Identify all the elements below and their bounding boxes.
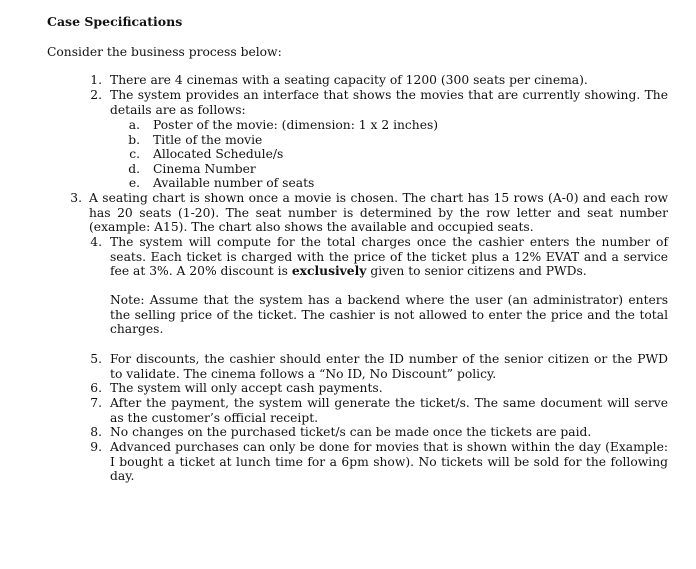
list-item: A seating chart is shown once a movie is chosen. The chart has 15 rows (A-0) and each row has 20 seats (1-20). The seat number is determined by the row letter and seat number (example: A15). The chart also shows the available and occupied seats. bbox=[89, 191, 668, 235]
list-item: The system provides an interface that shows the movies that are currently showing. The details are as follows: bbox=[110, 88, 668, 117]
intro-text: Consider the business process below: bbox=[47, 45, 282, 59]
section-heading: Case Specifications bbox=[47, 14, 183, 29]
item-number: 1. bbox=[90, 73, 102, 87]
item-number: 5. bbox=[90, 352, 102, 366]
list-item: For discounts, the cashier should enter the ID number of the senior citizen or the PWD to validate. The cinema follows a “No ID, No Discount” policy. bbox=[110, 352, 668, 381]
sub-item-letter: d. bbox=[128, 162, 140, 176]
emphasis-text: exclusively bbox=[291, 263, 367, 279]
sub-item: Available number of seats bbox=[153, 176, 315, 190]
sub-item: Poster of the movie: (dimension: 1 x 2 inches) bbox=[153, 118, 439, 132]
item-number: 3. bbox=[70, 191, 82, 205]
item-text: given to senior citizens and PWDs. bbox=[366, 264, 587, 279]
list-item: Advanced purchases can only be done for movies that is shown within the day (Example: I bought a ticket at lunch time for a 6pm show). No tickets will be sold for the following day. bbox=[110, 440, 668, 484]
item-number: 7. bbox=[90, 396, 102, 410]
note-paragraph: Note: Assume that the system has a backend where the user (an administrator) enters the selling price of the ticket. The cashier is not allowed to enter the price and the total charges. bbox=[110, 293, 668, 337]
sub-item: Cinema Number bbox=[153, 162, 256, 176]
item-number: 9. bbox=[90, 440, 102, 454]
item-number: 4. bbox=[90, 235, 102, 249]
sub-item-letter: c. bbox=[129, 147, 140, 161]
sub-item-letter: e. bbox=[128, 176, 140, 190]
list-item: No changes on the purchased ticket/s can be made once the tickets are paid. bbox=[110, 425, 592, 439]
list-item bbox=[110, 235, 668, 279]
list-item: After the payment, the system will generate the ticket/s. The same document will serve as the customer’s official receipt. bbox=[110, 396, 668, 425]
sub-item-letter: b. bbox=[128, 133, 140, 147]
sub-item-letter: a. bbox=[128, 118, 140, 132]
list-item: There are 4 cinemas with a seating capacity of 1200 (300 seats per cinema). bbox=[110, 73, 588, 87]
sub-item: Allocated Schedule/s bbox=[153, 147, 284, 161]
item-number: 6. bbox=[90, 381, 102, 395]
item-number: 8. bbox=[90, 425, 102, 439]
sub-item: Title of the movie bbox=[153, 133, 263, 147]
list-item: The system will only accept cash payments. bbox=[110, 381, 383, 395]
item-number: 2. bbox=[90, 88, 102, 102]
item-text: The system will compute for the total charges once the cashier enters the number of seats. Each ticket is charged with the price of the ticket plus a 12% EVAT and a service fee at 3%. A 20% discount is bbox=[110, 235, 668, 279]
